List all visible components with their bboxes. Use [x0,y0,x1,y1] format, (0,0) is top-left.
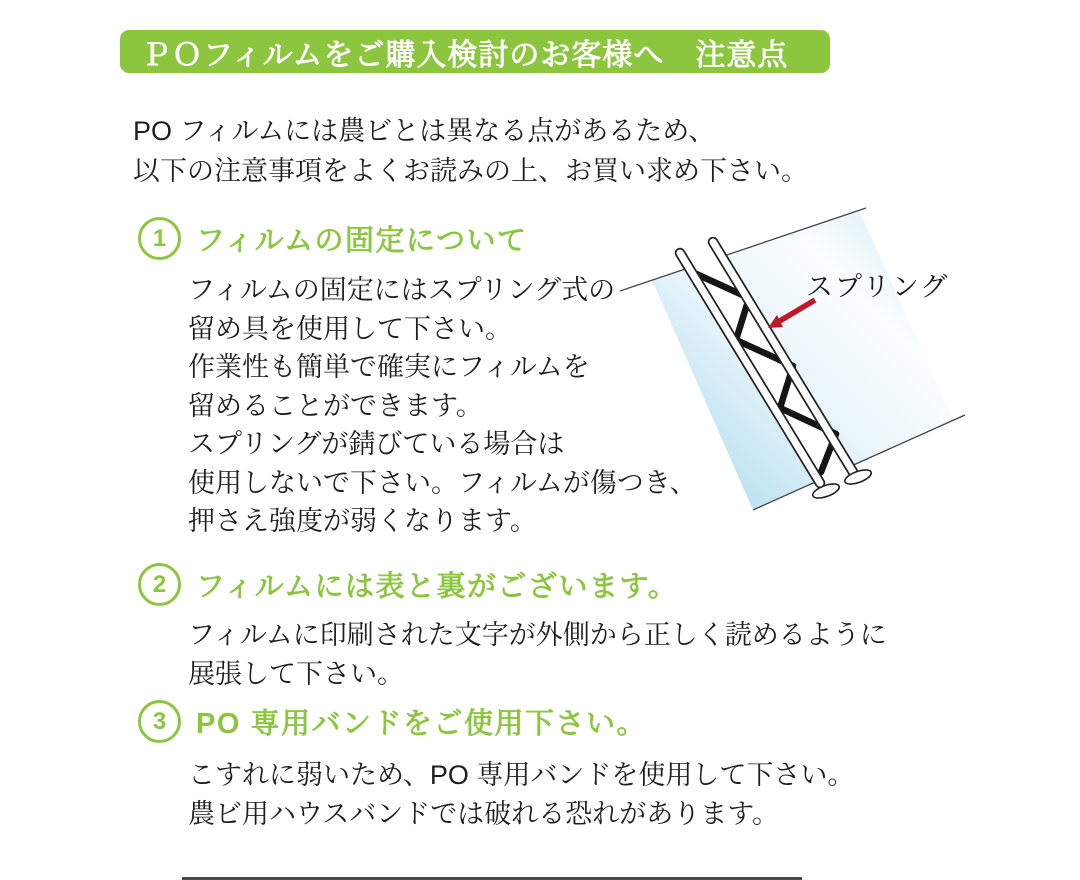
intro-line-1: PO フィルムには農ビとは異なる点があるため、 [133,116,716,146]
section-2-header [138,563,678,606]
section-3-heading: PO 専用バンドをご使用下さい。 [196,708,647,740]
section-2-body-line: フィルムに印刷された文字が外側から正しく読めるように [188,620,887,650]
section-1-body-line: 留め具を使用して下さい。 [188,313,512,344]
section-1-header [138,217,527,260]
section-3-number: 3 [152,707,167,735]
section-1-number-badge [138,217,181,260]
section-2-body [188,616,887,693]
section-3-number-badge [138,700,181,743]
section-1-body-line: 作業性も簡単で確実にフィルムを [188,352,590,382]
section-1-body-line: フィルムの固定にはスプリング式の [188,275,616,305]
intro-paragraph [133,111,808,191]
section-3-header [138,700,647,743]
section-1-number: 1 [152,224,167,252]
spring-fastener-illustration [620,200,1080,560]
section-3-body-line: 農ビ用ハウスバンドでは破れる恐れがあります。 [188,798,780,829]
notice-banner-title: ＰＯフィルムをご購入検討のお客様へ 注意点 [141,38,789,72]
section-1-heading: フィルムの固定について [196,225,528,257]
spring-label: スプリング [806,272,950,302]
section-1-body-line: 留めることができます。 [188,390,483,421]
intro-line-2: 以下の注意事項をよくお読みの上、お買い求め下さい。 [133,156,808,186]
section-2-number: 2 [152,570,167,598]
section-2-body-line: 展張して下さい。 [188,658,404,689]
notice-banner [120,30,830,73]
section-2-heading: フィルムには表と裏がございます。 [196,571,679,603]
section-1-body-line: スプリングが錆びている場合は [188,429,565,459]
section-3-body [188,756,854,833]
section-1-body-line: 押さえ強度が弱くなります。 [188,506,537,536]
section-3-body-line: こすれに弱いため、PO 専用バンドを使用して下さい。 [188,760,855,790]
section-2-number-badge [138,563,181,606]
section-1-body-line: 使用しないで下さい。フィルムが傷つき、 [188,467,697,498]
